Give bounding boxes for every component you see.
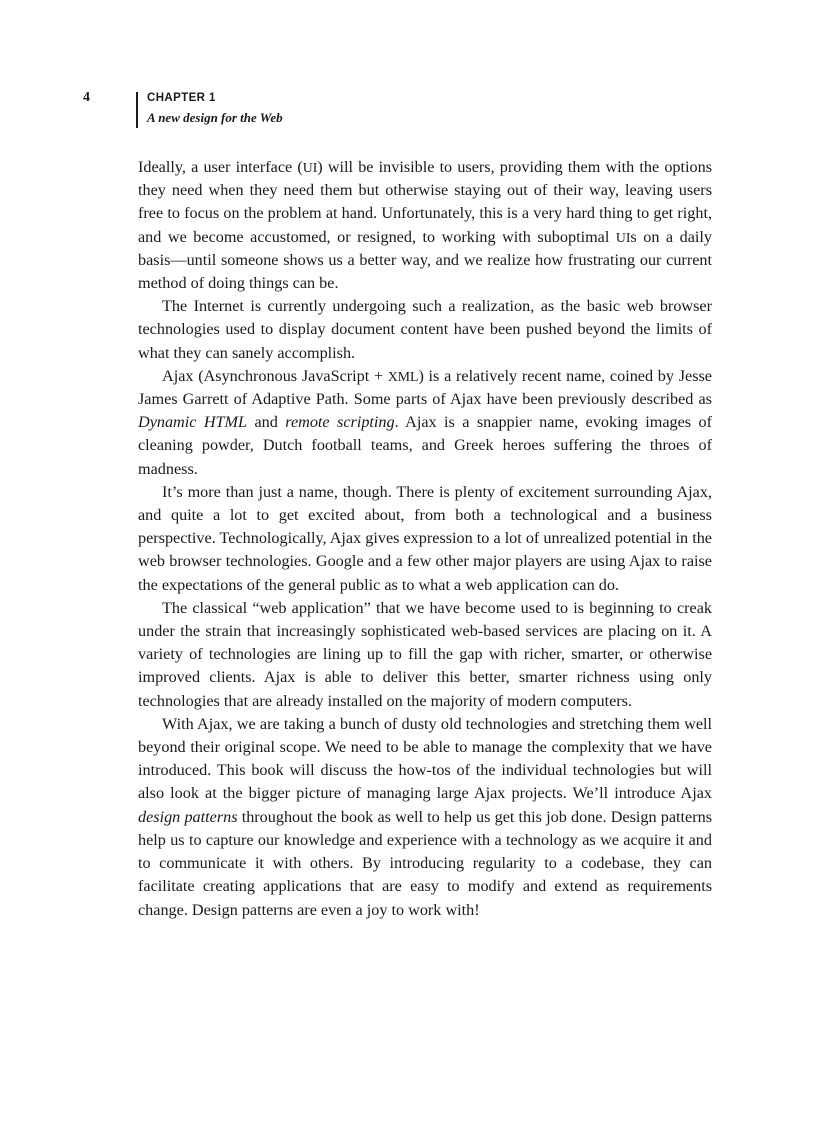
paragraph-5: The classical “web application” that we have become used to is beginning to creak under the strain that increasingly sophisticated web-based services are placing on it. A variety of technologies are lining up to fill the gap with richer, smarter, or otherwise improved clients. Ajax is able to deliver this better, smarter richness using only technologies that are already installed on the majority of modern computers. <box>138 598 712 710</box>
ui-abbreviation: UI <box>615 229 631 245</box>
page-number: 4 <box>83 90 90 105</box>
design-patterns-term: design patterns <box>138 807 238 826</box>
paragraph-6-part: With Ajax, we are taking a bunch of dusty old technologies and stretching them well beyond their original scope. We need to be able to manage the complexity that we have introduced. This book will discuss the how-tos of the individual technologies but will also look at the bigger picture of managing large Ajax projects. We’ll introduce Ajax <box>138 714 712 803</box>
paragraph-1-part: s on a daily basis—until someone shows us a better way, and we realize how frustrating our current method of doing things can be. <box>138 227 713 293</box>
paragraph-3-part: ) is a relatively recent name, coined by Jesse James Garrett of Adaptive Path. Some parts of Ajax have been previously described as <box>138 366 712 409</box>
xml-abbreviation: XML <box>387 368 419 384</box>
chapter-label: CHAPTER 1 <box>147 92 216 104</box>
paragraph-3 <box>138 365 712 481</box>
paragraph-1-part: ) will be invisible to users, providing them with the options they need when they need them but otherwise staying out of their way, leaving users free to focus on the problem at hand. Unfortunately, this is a very hard thing to get right, and we become accustomed, or resigned, to working with suboptimal <box>138 158 713 246</box>
paragraph-1 <box>138 156 712 295</box>
paragraph-3-part: and <box>247 413 286 432</box>
paragraph-3-part: Ajax (Asynchronous JavaScript + <box>162 366 388 385</box>
paragraph-6 <box>138 713 712 922</box>
paragraph-2: The Internet is currently undergoing such a realization, as the basic web browser technologies used to display document content have been pushed beyond the limits of what they can sanely accomplish. <box>138 297 712 362</box>
paragraph-3-part: . Ajax is a snappier name, evoking images of cleaning powder, Dutch football teams, and Greek heroes suffering the throes of madness. <box>138 413 712 478</box>
paragraph-4: It’s more than just a name, though. There is plenty of excitement surrounding Ajax, and quite a lot to get excited about, from both a technological and a business perspective. Technologically, Ajax gives expression to a lot of unrealized potential in the web browser technologies. Google and a few other major players are using Ajax to raise the expectations of the general public as to what a web application can do. <box>138 482 712 594</box>
remote-scripting-term: remote scripting <box>285 413 395 432</box>
header-divider <box>136 92 138 128</box>
ui-abbreviation: UI <box>302 160 318 175</box>
dynamic-html-term: Dynamic HTML <box>138 413 248 432</box>
paragraph-6-part: throughout the book as well to help us get this job done. Design patterns help us to capture our knowledge and experience with a technology as we acquire it and to communicate it with others. By introducing regularity to a codebase, they can facilitate creating applications that are easy to modify and extend as requirements change. Design patterns are even a joy to work with! <box>138 807 712 919</box>
body-text <box>138 156 712 922</box>
paragraph-1-part: Ideally, a user interface ( <box>138 158 303 176</box>
chapter-title: A new design for the Web <box>147 110 283 125</box>
